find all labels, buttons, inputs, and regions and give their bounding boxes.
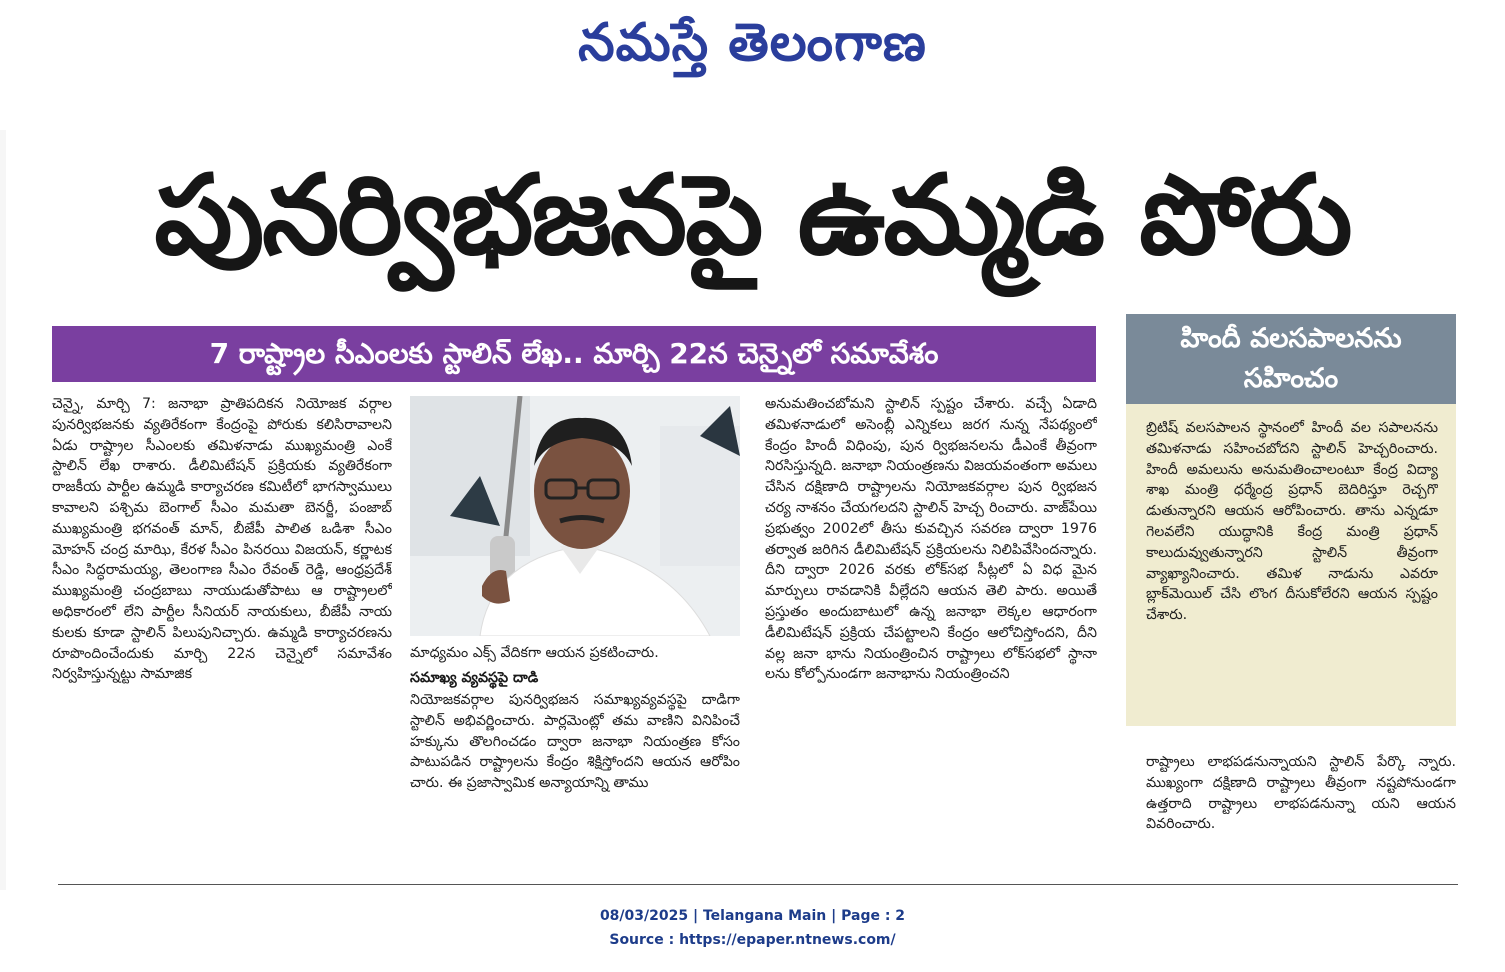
photo-caption-text: మాధ్యమం ఎక్స్ వేదికగా ఆయన ప్రకటించారు.: [410, 645, 659, 661]
masthead-logo: నమస్తే తెలంగాణ: [578, 12, 927, 73]
sidebar-title-line-2: సహించం: [1243, 363, 1339, 394]
column-3-text: అనుమతించబోమని స్టాలిన్ స్పష్టం చేశారు. వచ్చే ఏడాది తమిళనాడులో అసెంబ్లీ ఎన్నికలు జరగ నున్న నేపథ్యంలో కేంద్రం హిందీ విధింపు, పున ర్విభజనలను డీఎంకే తీవ్రంగా నిరసిస్తున్నది. జనాభా నియంత్రణను విజయవంతంగా అమలు చేసిన దక్షిణాది రాష్ట్రాలను నియోజకవర్గాల పున ర్విభజన చర్య నాశనం చేయగలదని స్టాలిన్ హెచ్చ రించారు. వాజ్‌పేయి ప్రభుత్వం 2002లో తీసు కువచ్చిన సవరణ ద్వారా 1976 తర్వాత జరిగిన డీలిమిటేషన్ ప్రక్రియలను నిలిపివేసిందన్నారు. దీని ద్వారా 2026 వరకు లోక్‌సభ సీట్లలో ఏ విధ మైన మార్పులు రావడానికి వీల్లేదని ఆయన తెలి పారు. అయితే ప్రస్తుతం అందుబాటులో ఉన్న జనాభా లెక్కల ఆధారంగా డీలిమిటేషన్ ప్రక్రియ చేపట్టాలని కేంద్రం ఆలోచిస్తోందని, దీని వల్ల జనా భాను నియంత్రించిన రాష్ట్రాలు లోక్‌సభలో స్థానా లను కోల్పోనుండగా జనాభాను నియంత్రించని: [765, 396, 1097, 683]
article-photo: [410, 396, 740, 636]
article-column-3: [765, 394, 1097, 856]
column-2-text: నియోజకవర్గాల పునర్విభజన సమాఖ్యవ్యవస్థపై దాడిగా స్టాలిన్ అభివర్ణించారు. పార్లమెంట్లో తమ వాణిని వినిపించే హక్కును తొలగించడం ద్వారా జనాభా నియంత్రణ కోసం పాటుపడిన రాష్ట్రాలను కేంద్రం శిక్షిస్తోందని ఆయన ఆరోపిం చారు. ఈ ప్రజాస్వామిక అన్యాయాన్ని తాము: [410, 692, 740, 792]
page-edge: [0, 130, 6, 890]
footer-source: Source : https://epaper.ntnews.com/: [609, 932, 896, 948]
column-4-text: రాష్ట్రాలు లాభపడనున్నాయని స్టాలిన్ పేర్కొ న్నారు. ముఖ్యంగా దక్షిణాది రాష్ట్రాలు తీవ్రంగా నష్టపోనుండగా ఉత్తరాది రాష్ట్రాలు లాభపడనున్నా యని ఆయన వివరించారు.: [1146, 754, 1456, 833]
subheadline-bar: [52, 326, 1096, 382]
section-subhead: సమాఖ్య వ్యవస్థపై దాడి: [410, 670, 539, 686]
sidebar-body: [1146, 418, 1438, 718]
article-column-4: [1146, 752, 1456, 860]
column-1-text: చెన్నై, మార్చి 7: జనాభా ప్రాతిపదికన నియోజక వర్గాల పునర్విభజనకు వ్యతిరేకంగా కేంద్రంపై పోరుకు కలిసిరావాలని ఏడు రాష్ట్రాల సీఎంలకు తమిళనాడు ముఖ్యమంత్రి ఎంకే స్టాలిన్ లేఖ రాశారు. డీలిమిటేషన్ ప్రక్రియకు వ్యతిరేకంగా రాజకీయ పార్టీల ఉమ్మడి కార్యాచరణ కమిటీలో భాగస్వాములు కావాలని పశ్చిమ బెంగాల్ సీఎం మమతా బెనర్జీ, పంజాబ్ ముఖ్యమంత్రి భగవంత్ మాన్, బీజేపీ పాలిత ఒడిశా సీఎం మోహన్ చంద్ర మాఝి, కేరళ సీఎం పినరయి విజయన్, కర్ణాటక సీఎం సిద్ధరామయ్య, తెలంగాణ సీఎం రేవంత్ రెడ్డి, ఆంధ్రప్రదేశ్ ముఖ్యమంత్రి చంద్రబాబు నాయుడుతోపాటు ఆ రాష్ట్రాలలో అధికారంలో లేని పార్టీల సీనియర్ నాయకులు, బీజేపీ నాయ కులకు కూడా స్టాలిన్ పిలుపునిచ్చారు. ఉమ్మడి కార్యాచరణను రూపొందించేందుకు మార్చి 22న చెన్నైలో సమావేశం నిర్వహిస్తున్నట్టు సామాజిక: [52, 396, 392, 683]
subheadline: 7 రాష్ట్రాల సీఎంలకు స్టాలిన్ లేఖ.. మార్చి 22న చెన్నైలో సమావేశం: [209, 337, 939, 370]
sidebar-title-line-1: హిందీ వలసపాలనను: [1180, 323, 1402, 354]
sidebar-text: బ్రిటిష్ వలసపాలన స్థానంలో హిందీ వల సపాలనను తమిళనాడు సహించబోదని స్టాలిన్ హెచ్చరించారు. హిందీ అమలును అనుమతించాలంటూ కేంద్ర విద్యా శాఖ మంత్రి ధర్మేంద్ర ప్రధాన్ బెదిరిస్తూ రెచ్చగొ డుతున్నారని ఆయన ఆరోపించారు. తాను ఎన్నడూ గెలవలేని యుద్ధానికి కేంద్ర మంత్రి ప్రధాన్ కాలుదువ్వుతున్నారని స్టాలిన్ తీవ్రంగా వ్యాఖ్యానించారు. తమిళ నాడును ఎవరూ బ్లాక్‌మెయిల్ చేసి లొంగ దీసుకోలేరని ఆయన స్పష్టం చేశారు.: [1146, 420, 1438, 624]
photo-illustration: [410, 396, 740, 636]
headline: పునర్విభజనపై ఉమ్మడి పోరు: [154, 151, 1351, 279]
footer-date-page: 08/03/2025 | Telangana Main | Page : 2: [599, 908, 906, 924]
sidebar-heading: [1126, 314, 1456, 404]
footer-divider: [58, 884, 1458, 885]
article-column-2: [410, 690, 740, 855]
photo-caption: [410, 643, 740, 664]
article-column-1: [52, 394, 392, 854]
